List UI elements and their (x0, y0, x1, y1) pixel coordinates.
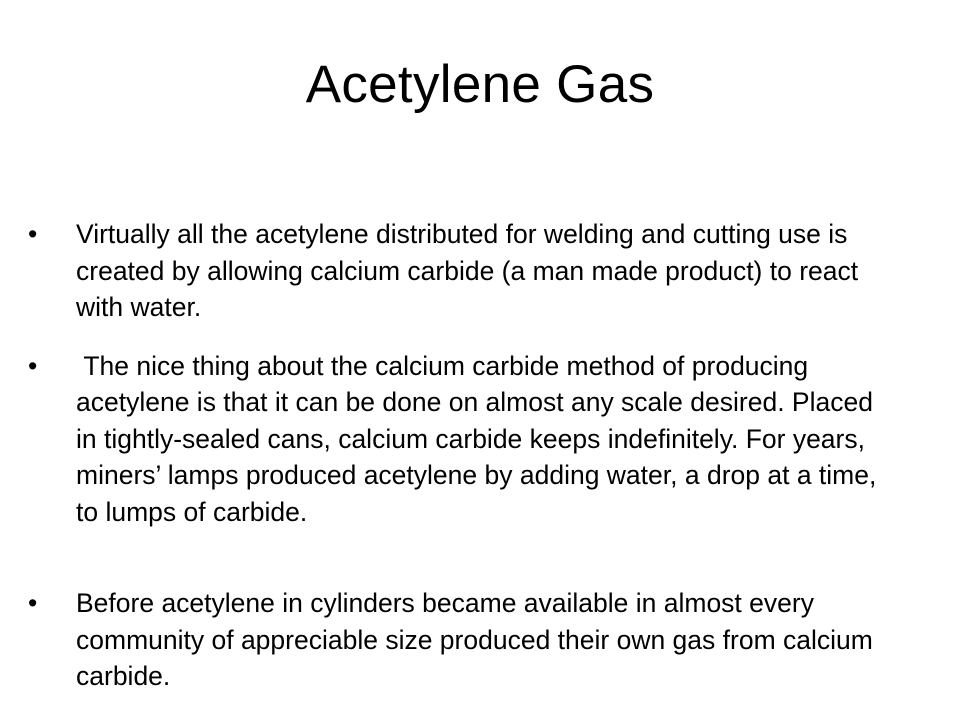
bullet-item (28, 216, 898, 326)
bullet-text: The nice thing about the calcium carbide method of producing acetylene is that it can be done on almost any scale desired. Placed in tightly-sealed cans, calcium carbide keeps indefinitely. For years, miners’ lamps produced acetylene by adding water, a drop at a time, to lumps of carbide. (76, 350, 884, 527)
bullet-item (28, 348, 898, 531)
bullet-list (28, 216, 898, 695)
bullet-marker: • (28, 219, 38, 249)
bullet-marker: • (28, 350, 38, 381)
bullet-text: Virtually all the acetylene distributed for welding and cutting use is created by allowing calcium carbide (a man made product) to react with water. (76, 219, 859, 322)
bullet-text: Before acetylene in cylinders became available in almost every community of appreciable size produced their own gas from calcium carbide. (76, 588, 873, 691)
bullet-item (28, 585, 898, 695)
slide-title: Acetylene Gas (305, 55, 655, 114)
bullet-marker: • (28, 588, 38, 618)
